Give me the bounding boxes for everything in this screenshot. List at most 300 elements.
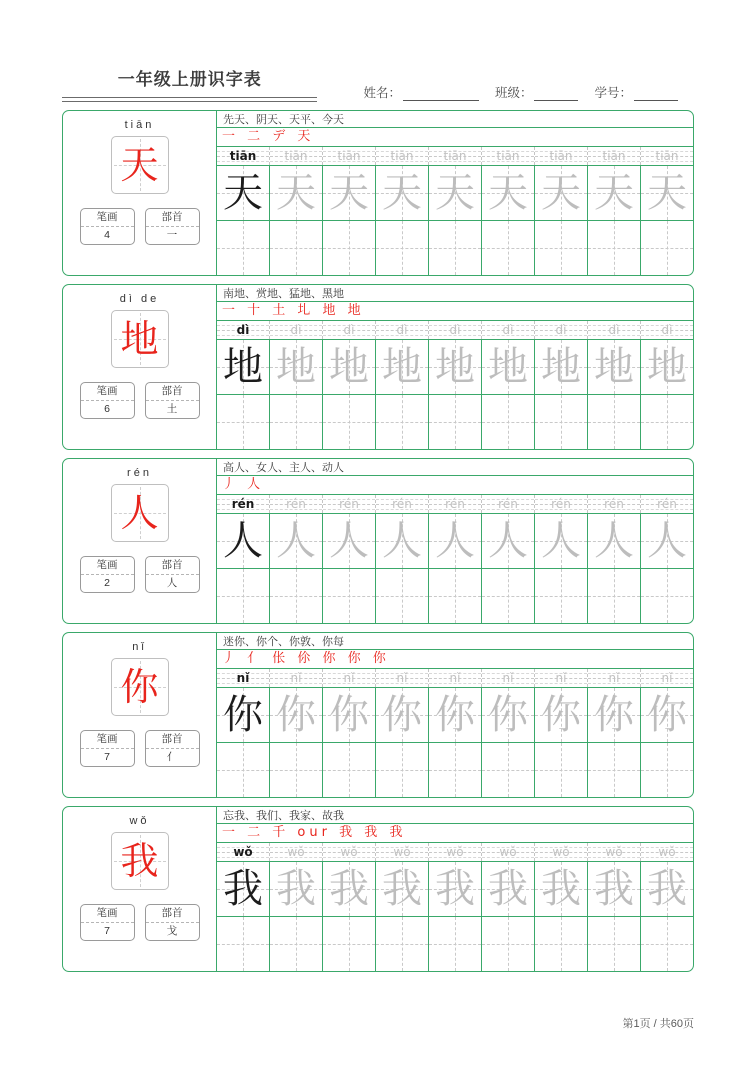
writing-cell[interactable] bbox=[323, 862, 376, 915]
pinyin-cell[interactable] bbox=[482, 669, 535, 687]
pinyin-trace: wǒ bbox=[499, 845, 517, 860]
character-blank-row bbox=[217, 743, 693, 797]
writing-cell[interactable] bbox=[270, 340, 323, 393]
trace-character-cell: 地 bbox=[382, 344, 422, 391]
writing-cell-empty[interactable] bbox=[376, 221, 429, 275]
writing-cell[interactable] bbox=[376, 166, 429, 219]
pinyin-cell[interactable] bbox=[588, 669, 641, 687]
trace-character-cell: 天 bbox=[435, 170, 475, 217]
writing-cell[interactable] bbox=[641, 340, 693, 393]
field-class bbox=[495, 83, 579, 101]
cell-guide-horizontal bbox=[535, 248, 587, 249]
stroke-order-sequence: 一 二 デ 天 bbox=[222, 128, 315, 144]
field-student-number-input[interactable] bbox=[634, 89, 678, 101]
writing-cell-empty[interactable] bbox=[482, 743, 535, 797]
pinyin-cell[interactable] bbox=[482, 321, 535, 339]
writing-cell[interactable] bbox=[376, 340, 429, 393]
pinyin-cell[interactable] bbox=[535, 495, 588, 513]
pinyin-cell[interactable] bbox=[270, 495, 323, 513]
character-info-panel bbox=[63, 459, 217, 623]
trace-character-cell: 天 bbox=[382, 170, 422, 217]
character-block bbox=[62, 458, 694, 624]
page-header bbox=[0, 0, 756, 110]
pinyin-cell[interactable] bbox=[376, 321, 429, 339]
pinyin-cell[interactable] bbox=[270, 669, 323, 687]
character-trace-row bbox=[217, 862, 693, 916]
writing-cell[interactable] bbox=[641, 166, 693, 219]
trace-character-cell: 地 bbox=[488, 344, 528, 391]
stroke-count-box-label: 笔画 bbox=[81, 557, 134, 575]
writing-cell-empty[interactable] bbox=[217, 569, 270, 623]
pinyin-trace: dì bbox=[449, 323, 461, 338]
pinyin-trace: wǒ bbox=[658, 845, 676, 860]
writing-cell[interactable] bbox=[323, 514, 376, 567]
pinyin-trace: rén bbox=[657, 497, 677, 512]
pinyin-cell[interactable] bbox=[535, 843, 588, 861]
writing-cell-empty[interactable] bbox=[535, 221, 588, 275]
model-character-box bbox=[111, 310, 169, 368]
writing-cell-empty[interactable] bbox=[588, 395, 641, 449]
writing-cell[interactable] bbox=[535, 688, 588, 741]
practice-area bbox=[217, 459, 693, 623]
trace-character-cell: 人 bbox=[594, 518, 634, 565]
pinyin-trace: wǒ bbox=[552, 845, 570, 860]
pinyin-cell[interactable] bbox=[429, 843, 482, 861]
writing-cell-empty[interactable] bbox=[641, 917, 693, 971]
pinyin-trace: tiān bbox=[496, 149, 520, 164]
pinyin-cell[interactable] bbox=[270, 147, 323, 165]
pinyin-trace: dì bbox=[608, 323, 620, 338]
cell-guide-horizontal bbox=[588, 596, 640, 597]
practice-area bbox=[217, 285, 693, 449]
character-meta-row bbox=[80, 730, 200, 767]
character-trace-row bbox=[217, 688, 693, 742]
radical-box bbox=[145, 904, 200, 941]
writing-cell-empty[interactable] bbox=[535, 743, 588, 797]
writing-cell-empty[interactable] bbox=[217, 743, 270, 797]
cell-guide-horizontal bbox=[588, 770, 640, 771]
character-pinyin-heading: wǒ bbox=[129, 815, 150, 827]
writing-cell-empty[interactable] bbox=[482, 917, 535, 971]
pinyin-cell[interactable] bbox=[376, 147, 429, 165]
character-blank-row bbox=[217, 221, 693, 275]
writing-cell[interactable] bbox=[376, 688, 429, 741]
cell-guide-horizontal bbox=[376, 422, 428, 423]
writing-cell-empty[interactable] bbox=[429, 395, 482, 449]
cell-guide-horizontal bbox=[588, 248, 640, 249]
writing-cell-empty[interactable] bbox=[535, 395, 588, 449]
writing-cell-empty[interactable] bbox=[429, 569, 482, 623]
writing-cell[interactable] bbox=[535, 340, 588, 393]
writing-cell[interactable] bbox=[270, 862, 323, 915]
pinyin-cell[interactable] bbox=[588, 321, 641, 339]
pinyin-cell[interactable] bbox=[323, 669, 376, 687]
writing-cell-empty[interactable] bbox=[641, 395, 693, 449]
model-character: 人 bbox=[120, 491, 159, 535]
writing-cell[interactable] bbox=[641, 514, 693, 567]
writing-cell[interactable] bbox=[482, 340, 535, 393]
writing-cell-empty[interactable] bbox=[429, 743, 482, 797]
pinyin-cell[interactable] bbox=[323, 843, 376, 861]
pinyin-cell[interactable] bbox=[217, 147, 270, 165]
stroke-count-box-value: 7 bbox=[104, 751, 110, 763]
trace-character-cell: 天 bbox=[488, 170, 528, 217]
writing-cell[interactable] bbox=[588, 514, 641, 567]
pinyin-cell[interactable] bbox=[482, 495, 535, 513]
trace-character-cell: 地 bbox=[541, 344, 581, 391]
title-divider bbox=[62, 97, 317, 102]
writing-cell-empty[interactable] bbox=[323, 743, 376, 797]
writing-cell[interactable] bbox=[429, 514, 482, 567]
pinyin-cell[interactable] bbox=[376, 669, 429, 687]
pinyin-cell[interactable] bbox=[217, 495, 270, 513]
pinyin-cell[interactable] bbox=[535, 147, 588, 165]
pinyin-trace: tiān bbox=[443, 149, 467, 164]
pinyin-cell[interactable] bbox=[429, 321, 482, 339]
writing-cell[interactable] bbox=[535, 862, 588, 915]
character-info-panel bbox=[63, 111, 217, 275]
pinyin-cell[interactable] bbox=[482, 147, 535, 165]
writing-cell[interactable] bbox=[217, 688, 270, 741]
writing-cell[interactable] bbox=[641, 688, 693, 741]
trace-character-cell: 你 bbox=[541, 692, 581, 739]
pinyin-trace: nǐ bbox=[502, 671, 514, 686]
writing-cell-empty[interactable] bbox=[270, 743, 323, 797]
radical-box-label: 部首 bbox=[146, 383, 199, 401]
trace-character-cell: 我 bbox=[435, 866, 475, 913]
writing-cell-empty[interactable] bbox=[588, 917, 641, 971]
field-class-input[interactable] bbox=[534, 89, 578, 101]
stroke-order-sequence: 一 二 千 our 我 我 我 bbox=[222, 824, 407, 840]
pinyin-trace: rén bbox=[392, 497, 412, 512]
cell-guide-horizontal bbox=[270, 770, 322, 771]
writing-cell-empty[interactable] bbox=[323, 221, 376, 275]
writing-cell[interactable] bbox=[270, 166, 323, 219]
radical-box bbox=[145, 730, 200, 767]
character-meta-row bbox=[80, 208, 200, 245]
pinyin-cell[interactable] bbox=[641, 669, 693, 687]
writing-cell-empty[interactable] bbox=[641, 569, 693, 623]
stroke-order-row bbox=[217, 302, 693, 321]
character-pinyin-heading: nǐ bbox=[132, 641, 147, 653]
writing-cell[interactable] bbox=[323, 166, 376, 219]
trace-character-cell: 我 bbox=[594, 866, 634, 913]
trace-character-cell: 人 bbox=[276, 518, 316, 565]
pinyin-trace: wǒ bbox=[393, 845, 411, 860]
field-student-number bbox=[594, 83, 678, 101]
pinyin-cell[interactable] bbox=[588, 495, 641, 513]
trace-character-cell: 天 bbox=[329, 170, 369, 217]
model-character-cell: 天 bbox=[223, 170, 263, 217]
pinyin-trace: rén bbox=[339, 497, 359, 512]
writing-cell-empty[interactable] bbox=[588, 221, 641, 275]
writing-cell[interactable] bbox=[323, 340, 376, 393]
writing-cell-empty[interactable] bbox=[376, 743, 429, 797]
pinyin-trace: rén bbox=[286, 497, 306, 512]
pinyin-cell[interactable] bbox=[535, 669, 588, 687]
pinyin-trace: nǐ bbox=[396, 671, 408, 686]
pinyin-cell[interactable] bbox=[217, 843, 270, 861]
writing-cell[interactable] bbox=[217, 862, 270, 915]
cell-guide-horizontal bbox=[323, 944, 375, 945]
pinyin-trace: dì bbox=[555, 323, 567, 338]
pinyin-trace: tiān bbox=[284, 149, 308, 164]
cell-guide-horizontal bbox=[323, 248, 375, 249]
trace-character-cell: 你 bbox=[382, 692, 422, 739]
pinyin-practice-row bbox=[217, 669, 693, 688]
pinyin-cell[interactable] bbox=[641, 495, 693, 513]
cell-guide-horizontal bbox=[429, 248, 481, 249]
pinyin-trace: rén bbox=[551, 497, 571, 512]
pinyin-model: wǒ bbox=[233, 845, 253, 860]
trace-character-cell: 我 bbox=[647, 866, 687, 913]
field-class-label: 班级： bbox=[494, 86, 533, 100]
character-sheet bbox=[0, 110, 756, 972]
cell-guide-horizontal bbox=[376, 944, 428, 945]
stroke-order-row bbox=[217, 824, 693, 843]
stroke-order-sequence: 丿 亻 伥 伱 你 你 你 bbox=[222, 650, 390, 666]
pinyin-practice-row bbox=[217, 321, 693, 340]
pinyin-trace: wǒ bbox=[287, 845, 305, 860]
model-character-cell: 地 bbox=[223, 344, 263, 391]
field-student-number-label: 学号： bbox=[594, 86, 632, 100]
writing-cell[interactable] bbox=[588, 688, 641, 741]
trace-character-cell: 人 bbox=[382, 518, 422, 565]
writing-cell[interactable] bbox=[482, 862, 535, 915]
model-character: 我 bbox=[120, 839, 159, 883]
pinyin-cell[interactable] bbox=[482, 843, 535, 861]
trace-character-cell: 你 bbox=[594, 692, 634, 739]
cell-guide-horizontal bbox=[641, 770, 693, 771]
writing-cell[interactable] bbox=[217, 340, 270, 393]
stroke-count-box-value: 6 bbox=[104, 403, 110, 415]
trace-character-cell: 我 bbox=[329, 866, 369, 913]
character-block bbox=[62, 632, 694, 798]
stroke-count-box bbox=[80, 904, 135, 941]
pinyin-practice-row bbox=[217, 495, 693, 514]
pinyin-model: tiān bbox=[229, 149, 257, 164]
writing-cell-empty[interactable] bbox=[217, 221, 270, 275]
model-character-cell: 你 bbox=[223, 692, 263, 739]
pinyin-cell[interactable] bbox=[429, 495, 482, 513]
radical-box-value: 土 bbox=[166, 403, 178, 415]
cell-guide-horizontal bbox=[323, 596, 375, 597]
stroke-order-sequence: 一 十 土 圠 地 地 bbox=[222, 302, 365, 318]
cell-guide-horizontal bbox=[376, 248, 428, 249]
practice-area bbox=[217, 633, 693, 797]
writing-cell[interactable] bbox=[323, 688, 376, 741]
model-character: 你 bbox=[120, 665, 159, 709]
example-words-row: 南地、赏地、猛地、黑地 bbox=[217, 285, 693, 302]
pinyin-cell[interactable] bbox=[323, 147, 376, 165]
trace-character-cell: 我 bbox=[276, 866, 316, 913]
writing-cell-empty[interactable] bbox=[270, 569, 323, 623]
writing-cell[interactable] bbox=[270, 688, 323, 741]
cell-guide-horizontal bbox=[217, 770, 269, 771]
writing-cell-empty[interactable] bbox=[641, 743, 693, 797]
pinyin-trace: dì bbox=[502, 323, 514, 338]
cell-guide-horizontal bbox=[641, 596, 693, 597]
cell-guide-horizontal bbox=[482, 596, 534, 597]
pinyin-cell[interactable] bbox=[429, 147, 482, 165]
page-title: 一年级上册识字表 bbox=[117, 70, 262, 89]
cell-guide-horizontal bbox=[323, 422, 375, 423]
trace-character-cell: 你 bbox=[488, 692, 528, 739]
writing-cell[interactable] bbox=[588, 862, 641, 915]
pinyin-cell[interactable] bbox=[217, 321, 270, 339]
pinyin-trace: wǒ bbox=[446, 845, 464, 860]
pinyin-practice-row bbox=[217, 147, 693, 166]
practice-area bbox=[217, 807, 693, 971]
example-words-row: 忘我、我们、我家、故我 bbox=[217, 807, 693, 824]
model-character-box bbox=[111, 832, 169, 890]
pinyin-cell[interactable] bbox=[641, 843, 693, 861]
example-words-row: 高人、女人、主人、动人 bbox=[217, 459, 693, 476]
writing-cell-empty[interactable] bbox=[482, 221, 535, 275]
page-footer: 第1页 / 共60页 bbox=[622, 1018, 694, 1030]
cell-guide-horizontal bbox=[535, 422, 587, 423]
pinyin-cell[interactable] bbox=[429, 669, 482, 687]
character-blank-row bbox=[217, 917, 693, 971]
writing-cell[interactable] bbox=[429, 688, 482, 741]
trace-character-cell: 我 bbox=[541, 866, 581, 913]
trace-character-cell: 人 bbox=[541, 518, 581, 565]
writing-cell[interactable] bbox=[588, 340, 641, 393]
pinyin-trace: dì bbox=[396, 323, 408, 338]
writing-cell-empty[interactable] bbox=[641, 221, 693, 275]
cell-guide-horizontal bbox=[323, 770, 375, 771]
stroke-count-box-value: 2 bbox=[104, 577, 110, 589]
trace-character-cell: 地 bbox=[647, 344, 687, 391]
example-words-row: 先天、阴天、天平、今天 bbox=[217, 111, 693, 128]
writing-cell-empty[interactable] bbox=[429, 221, 482, 275]
trace-character-cell: 天 bbox=[541, 170, 581, 217]
pinyin-cell[interactable] bbox=[376, 843, 429, 861]
trace-character-cell: 天 bbox=[276, 170, 316, 217]
cell-guide-horizontal bbox=[270, 944, 322, 945]
writing-cell-empty[interactable] bbox=[323, 917, 376, 971]
trace-character-cell: 天 bbox=[594, 170, 634, 217]
cell-guide-horizontal bbox=[588, 422, 640, 423]
pinyin-trace: rén bbox=[604, 497, 624, 512]
writing-cell[interactable] bbox=[482, 688, 535, 741]
writing-cell-empty[interactable] bbox=[376, 569, 429, 623]
writing-cell-empty[interactable] bbox=[588, 743, 641, 797]
writing-cell-empty[interactable] bbox=[376, 395, 429, 449]
writing-cell[interactable] bbox=[482, 166, 535, 219]
writing-cell-empty[interactable] bbox=[588, 569, 641, 623]
model-character-box bbox=[111, 658, 169, 716]
radical-box-value: 一 bbox=[166, 229, 178, 241]
writing-cell[interactable] bbox=[270, 514, 323, 567]
field-name-input[interactable] bbox=[403, 89, 479, 101]
pinyin-cell[interactable] bbox=[323, 495, 376, 513]
writing-cell[interactable] bbox=[217, 166, 270, 219]
writing-cell-empty[interactable] bbox=[535, 917, 588, 971]
writing-cell[interactable] bbox=[376, 862, 429, 915]
writing-cell-empty[interactable] bbox=[535, 569, 588, 623]
writing-cell[interactable] bbox=[376, 514, 429, 567]
cell-guide-horizontal bbox=[641, 944, 693, 945]
writing-cell-empty[interactable] bbox=[323, 395, 376, 449]
trace-character-cell: 地 bbox=[594, 344, 634, 391]
pinyin-cell[interactable] bbox=[270, 843, 323, 861]
pinyin-cell[interactable] bbox=[323, 321, 376, 339]
stroke-count-box-label: 笔画 bbox=[81, 731, 134, 749]
cell-guide-horizontal bbox=[217, 944, 269, 945]
writing-cell[interactable] bbox=[535, 514, 588, 567]
character-block bbox=[62, 110, 694, 276]
pinyin-cell[interactable] bbox=[641, 147, 693, 165]
radical-box-value: 亻 bbox=[166, 751, 178, 763]
pinyin-cell[interactable] bbox=[217, 669, 270, 687]
writing-cell[interactable] bbox=[217, 514, 270, 567]
cell-guide-horizontal bbox=[270, 596, 322, 597]
pinyin-trace: tiān bbox=[337, 149, 361, 164]
pinyin-cell[interactable] bbox=[641, 321, 693, 339]
character-meta-row bbox=[80, 556, 200, 593]
writing-cell-empty[interactable] bbox=[376, 917, 429, 971]
cell-guide-horizontal bbox=[217, 596, 269, 597]
writing-cell-empty[interactable] bbox=[482, 395, 535, 449]
field-name bbox=[363, 83, 479, 101]
pinyin-trace: rén bbox=[498, 497, 518, 512]
pinyin-trace: tiān bbox=[655, 149, 679, 164]
character-trace-row bbox=[217, 340, 693, 394]
radical-box-value: 人 bbox=[166, 577, 178, 589]
writing-cell[interactable] bbox=[588, 166, 641, 219]
cell-guide-horizontal bbox=[376, 596, 428, 597]
example-words-row: 迷你、你个、你敦、你每 bbox=[217, 633, 693, 650]
stroke-count-box-value: 4 bbox=[104, 229, 110, 241]
title-block bbox=[62, 69, 317, 110]
cell-guide-horizontal bbox=[429, 422, 481, 423]
writing-cell[interactable] bbox=[429, 340, 482, 393]
writing-cell-empty[interactable] bbox=[323, 569, 376, 623]
writing-cell[interactable] bbox=[641, 862, 693, 915]
writing-cell-empty[interactable] bbox=[270, 221, 323, 275]
writing-cell-empty[interactable] bbox=[217, 395, 270, 449]
writing-cell[interactable] bbox=[535, 166, 588, 219]
pinyin-cell[interactable] bbox=[270, 321, 323, 339]
writing-cell-empty[interactable] bbox=[270, 395, 323, 449]
trace-character-cell: 天 bbox=[647, 170, 687, 217]
pinyin-cell[interactable] bbox=[588, 843, 641, 861]
writing-cell-empty[interactable] bbox=[217, 917, 270, 971]
pinyin-cell[interactable] bbox=[376, 495, 429, 513]
writing-cell[interactable] bbox=[429, 862, 482, 915]
model-character: 地 bbox=[120, 317, 159, 361]
pinyin-cell[interactable] bbox=[535, 321, 588, 339]
character-block bbox=[62, 284, 694, 450]
pinyin-trace: nǐ bbox=[555, 671, 567, 686]
radical-box-label: 部首 bbox=[146, 731, 199, 749]
writing-cell-empty[interactable] bbox=[482, 569, 535, 623]
trace-character-cell: 我 bbox=[488, 866, 528, 913]
radical-box-value: 戈 bbox=[166, 925, 178, 937]
character-trace-row bbox=[217, 166, 693, 220]
pinyin-cell[interactable] bbox=[588, 147, 641, 165]
writing-cell-empty[interactable] bbox=[429, 917, 482, 971]
cell-guide-horizontal bbox=[429, 944, 481, 945]
trace-character-cell: 你 bbox=[276, 692, 316, 739]
stroke-count-box-label: 笔画 bbox=[81, 209, 134, 227]
writing-cell[interactable] bbox=[482, 514, 535, 567]
character-pinyin-heading: rén bbox=[127, 467, 152, 479]
writing-cell-empty[interactable] bbox=[270, 917, 323, 971]
trace-character-cell: 人 bbox=[329, 518, 369, 565]
writing-cell[interactable] bbox=[429, 166, 482, 219]
